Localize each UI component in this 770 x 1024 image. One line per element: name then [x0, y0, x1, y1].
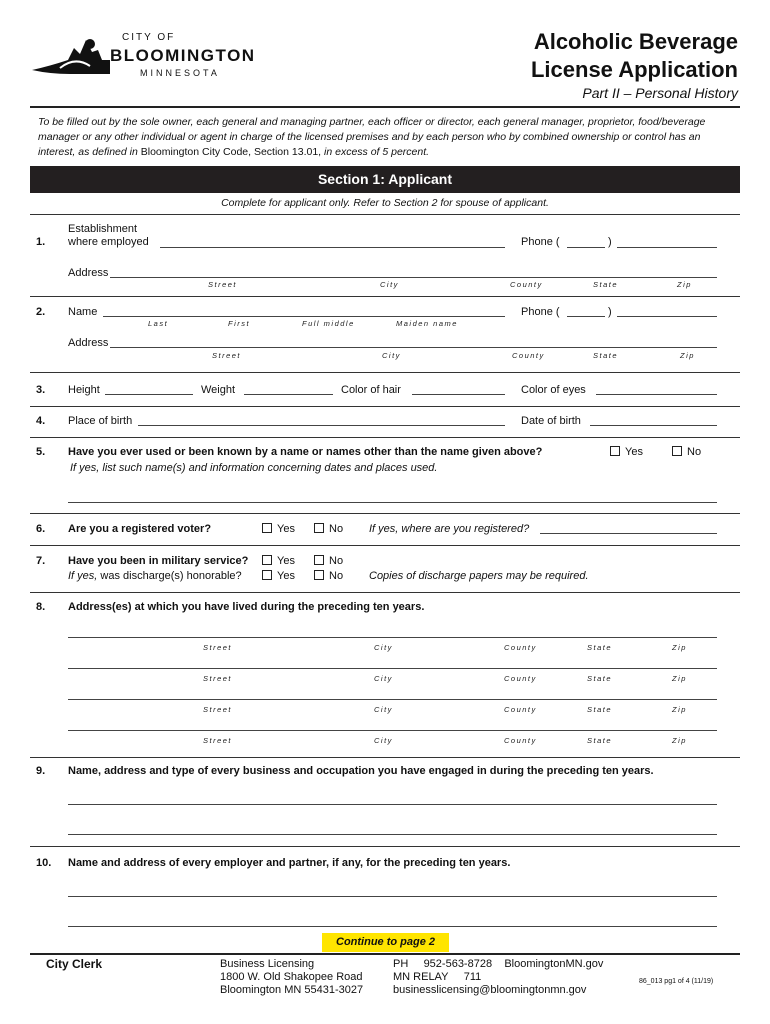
caption-zip: Zip	[672, 643, 687, 652]
q7-honorable-yes[interactable]	[262, 570, 295, 582]
intro-code-ref: Bloomington City Code, Section 13.01,	[140, 146, 322, 158]
intro-body: To be filled out by the sole owner, each general and managing partner, each officer or director, each general manager, proprietor, food/beverage manager or any other individual or agent in charge of the licensed premises and by each person who by combined ownership or control has an interest, as defined in	[38, 116, 706, 158]
q2-address-label: Address	[68, 337, 109, 349]
caption-city: City	[374, 705, 393, 714]
footer-contact	[393, 958, 603, 997]
q2-phone-field[interactable]	[617, 316, 717, 317]
hair-color-field[interactable]	[412, 394, 505, 395]
checkbox[interactable]	[262, 555, 272, 565]
divider	[30, 437, 740, 438]
weight-field[interactable]	[244, 394, 333, 395]
q1-address-field[interactable]	[110, 277, 717, 278]
q6-yes-label: Yes	[277, 523, 295, 535]
q9-question: Name, address and type of every business and occupation you have engaged in during the preceding ten years.	[68, 765, 654, 777]
q2-address-field[interactable]	[110, 347, 717, 348]
caption-zip: Zip	[672, 705, 687, 714]
q7-number: 7.	[36, 555, 46, 567]
logo-name: BLOOMINGTON	[110, 46, 256, 65]
q2-number: 2.	[36, 306, 46, 318]
caption-city: City	[380, 280, 399, 289]
intro-end: in excess of 5 percent.	[324, 146, 430, 158]
footer-email[interactable]: businesslicensing@bloomingtonmn.gov	[393, 984, 587, 996]
footer-ph-label: PH	[393, 958, 409, 970]
divider	[30, 846, 740, 847]
caption-city: City	[374, 736, 393, 745]
caption-maiden-name: Maiden name	[396, 319, 458, 328]
city-logo	[30, 26, 270, 86]
caption-street: Street	[212, 351, 242, 360]
caption-state: State	[587, 643, 613, 652]
q6-followup-text: where are you registered?	[401, 523, 530, 535]
caption-zip: Zip	[672, 736, 687, 745]
title-line-2: License Application	[530, 57, 738, 82]
q8-question: Address(es) at which you have lived during the preceding ten years.	[68, 601, 425, 613]
divider	[30, 372, 740, 373]
checkbox[interactable]	[262, 523, 272, 533]
caption-state: State	[593, 351, 619, 360]
q7-note: Copies of discharge papers may be required.	[369, 570, 589, 582]
q1-address-label: Address	[68, 267, 109, 279]
q9-field-2[interactable]	[68, 834, 717, 835]
q6-followup	[369, 523, 529, 535]
q5-question: Have you ever used or been known by a name or names other than the name given above?	[68, 446, 543, 458]
caption-zip: Zip	[680, 351, 695, 360]
q6-no[interactable]	[314, 523, 343, 535]
caption-last: Last	[148, 319, 169, 328]
caption-street: Street	[203, 643, 233, 652]
caption-county: County	[504, 674, 537, 683]
date-of-birth-field[interactable]	[590, 425, 717, 426]
caption-zip: Zip	[677, 280, 692, 289]
q7-question-2	[68, 570, 242, 582]
address-history-field-4[interactable]	[68, 730, 717, 731]
q1-number: 1.	[36, 236, 46, 248]
footer-divider	[30, 953, 740, 955]
divider	[30, 545, 740, 546]
caption-county: County	[504, 705, 537, 714]
q5-followup: If yes, list such name(s) and information concerning dates and places used.	[70, 462, 438, 474]
caption-street: Street	[203, 674, 233, 683]
footer-website[interactable]: BloomingtonMN.gov	[504, 958, 604, 970]
q7-yes[interactable]	[262, 555, 295, 567]
q7-honorable-no-label: No	[329, 570, 344, 582]
eye-color-field[interactable]	[596, 394, 717, 395]
form-id: 86_013 pg1 of 4 (11/19)	[639, 978, 714, 985]
q5-yes-label: Yes	[625, 446, 643, 458]
caption-full-middle: Full middle	[302, 319, 355, 328]
voter-registration-field[interactable]	[540, 533, 717, 534]
q10-question: Name and address of every employer and partner, if any, for the preceding ten years.	[68, 857, 511, 869]
page-title	[531, 28, 738, 84]
q2-phone-paren: )	[608, 306, 612, 318]
checkbox[interactable]	[314, 570, 324, 580]
q1-phone-label: Phone (	[521, 236, 560, 248]
q7-question: Have you been in military service?	[68, 555, 249, 567]
q7-no[interactable]	[314, 555, 343, 567]
q7-no-label: No	[329, 555, 344, 567]
header-divider	[30, 106, 740, 108]
address-history-field-2[interactable]	[68, 668, 717, 669]
q9-field-1[interactable]	[68, 804, 717, 805]
footer-phone: 952-563-8728	[423, 958, 493, 970]
checkbox[interactable]	[610, 446, 620, 456]
q1-label-a: Establishment	[68, 223, 138, 235]
address-history-field-1[interactable]	[68, 637, 717, 638]
q7-question-2-text: was discharge(s) honorable?	[100, 570, 242, 582]
caption-county: County	[504, 736, 537, 745]
q6-question: Are you a registered voter?	[68, 523, 212, 535]
divider	[30, 406, 740, 407]
q10-field-1[interactable]	[68, 896, 717, 897]
q6-no-label: No	[329, 523, 344, 535]
section-1-header: Section 1: Applicant	[30, 166, 740, 193]
q7-yes-label: Yes	[277, 555, 295, 567]
q1-label-b: where employed	[68, 236, 149, 248]
section-1-note: Complete for applicant only. Refer to Section 2 for spouse of applicant.	[221, 197, 549, 209]
q6-yes[interactable]	[262, 523, 295, 535]
q2-name-field[interactable]	[103, 316, 505, 317]
caption-city: City	[382, 351, 401, 360]
footer-addr-1: Business Licensing	[220, 958, 315, 970]
caption-state: State	[587, 705, 613, 714]
page-subtitle: Part II – Personal History	[582, 85, 738, 101]
q1-area-code-field[interactable]	[567, 247, 605, 248]
caption-street: Street	[203, 736, 233, 745]
q4-number: 4.	[36, 415, 46, 427]
divider	[30, 757, 740, 758]
footer-relay: 711	[463, 971, 482, 983]
q10-number: 10.	[36, 857, 52, 869]
caption-city: City	[374, 674, 393, 683]
caption-state: State	[587, 736, 613, 745]
caption-state: State	[587, 674, 613, 683]
bloomington-logo-icon	[30, 30, 120, 80]
checkbox[interactable]	[672, 446, 682, 456]
divider	[30, 513, 740, 514]
q1-phone-field[interactable]	[617, 247, 717, 248]
caption-state: State	[593, 280, 619, 289]
q8-number: 8.	[36, 601, 46, 613]
q2-area-code-field[interactable]	[567, 316, 605, 317]
q4-pob-label: Place of birth	[68, 415, 133, 427]
logo-city-of: CITY OF	[122, 32, 176, 43]
logo-state: MINNESOTA	[140, 68, 220, 78]
caption-first: First	[228, 319, 251, 328]
q6-number: 6.	[36, 523, 46, 535]
intro-text	[38, 115, 738, 160]
footer-addr-2: 1800 W. Old Shakopee Road	[220, 971, 363, 983]
caption-zip: Zip	[672, 674, 687, 683]
caption-county: County	[504, 643, 537, 652]
q5-no-label: No	[687, 446, 702, 458]
q3-number: 3.	[36, 384, 46, 396]
footer-addr-3: Bloomington MN 55431-3027	[220, 984, 364, 996]
q10-field-2[interactable]	[68, 926, 717, 927]
height-field[interactable]	[105, 394, 193, 395]
footer-address	[220, 958, 363, 997]
q5-yes[interactable]	[610, 446, 643, 458]
q3-eyes-label: Color of eyes	[521, 384, 586, 396]
q7-honorable-yes-label: Yes	[277, 570, 295, 582]
caption-street: Street	[203, 705, 233, 714]
checkbox[interactable]	[314, 555, 324, 565]
caption-street: Street	[208, 280, 238, 289]
footer-relay-label: MN RELAY	[393, 971, 449, 983]
caption-county: County	[512, 351, 545, 360]
q3-height-label: Height	[68, 384, 100, 396]
caption-city: City	[374, 643, 393, 652]
checkbox[interactable]	[314, 523, 324, 533]
q3-hair-label: Color of hair	[341, 384, 401, 396]
q2-phone-label: Phone (	[521, 306, 560, 318]
address-history-field-3[interactable]	[68, 699, 717, 700]
place-of-birth-field[interactable]	[138, 425, 505, 426]
q5-number: 5.	[36, 446, 46, 458]
divider	[30, 592, 740, 593]
title-line-1: Alcoholic Beverage	[533, 29, 738, 54]
q4-dob-label: Date of birth	[521, 415, 581, 427]
establishment-field[interactable]	[160, 247, 505, 248]
q5-names-field[interactable]	[68, 502, 717, 503]
q2-name-label: Name	[68, 306, 98, 318]
checkbox[interactable]	[262, 570, 272, 580]
q1-phone-paren: )	[608, 236, 612, 248]
q5-no[interactable]	[672, 446, 701, 458]
continue-banner: Continue to page 2	[322, 933, 449, 952]
divider	[30, 296, 740, 297]
q9-number: 9.	[36, 765, 46, 777]
q6-if-yes: If yes,	[369, 523, 399, 535]
q7-honorable-no[interactable]	[314, 570, 343, 582]
q7-if-yes: If yes,	[68, 570, 98, 582]
divider	[30, 214, 740, 215]
q3-weight-label: Weight	[201, 384, 236, 396]
caption-county: County	[510, 280, 543, 289]
footer-dept: City Clerk	[46, 957, 103, 971]
